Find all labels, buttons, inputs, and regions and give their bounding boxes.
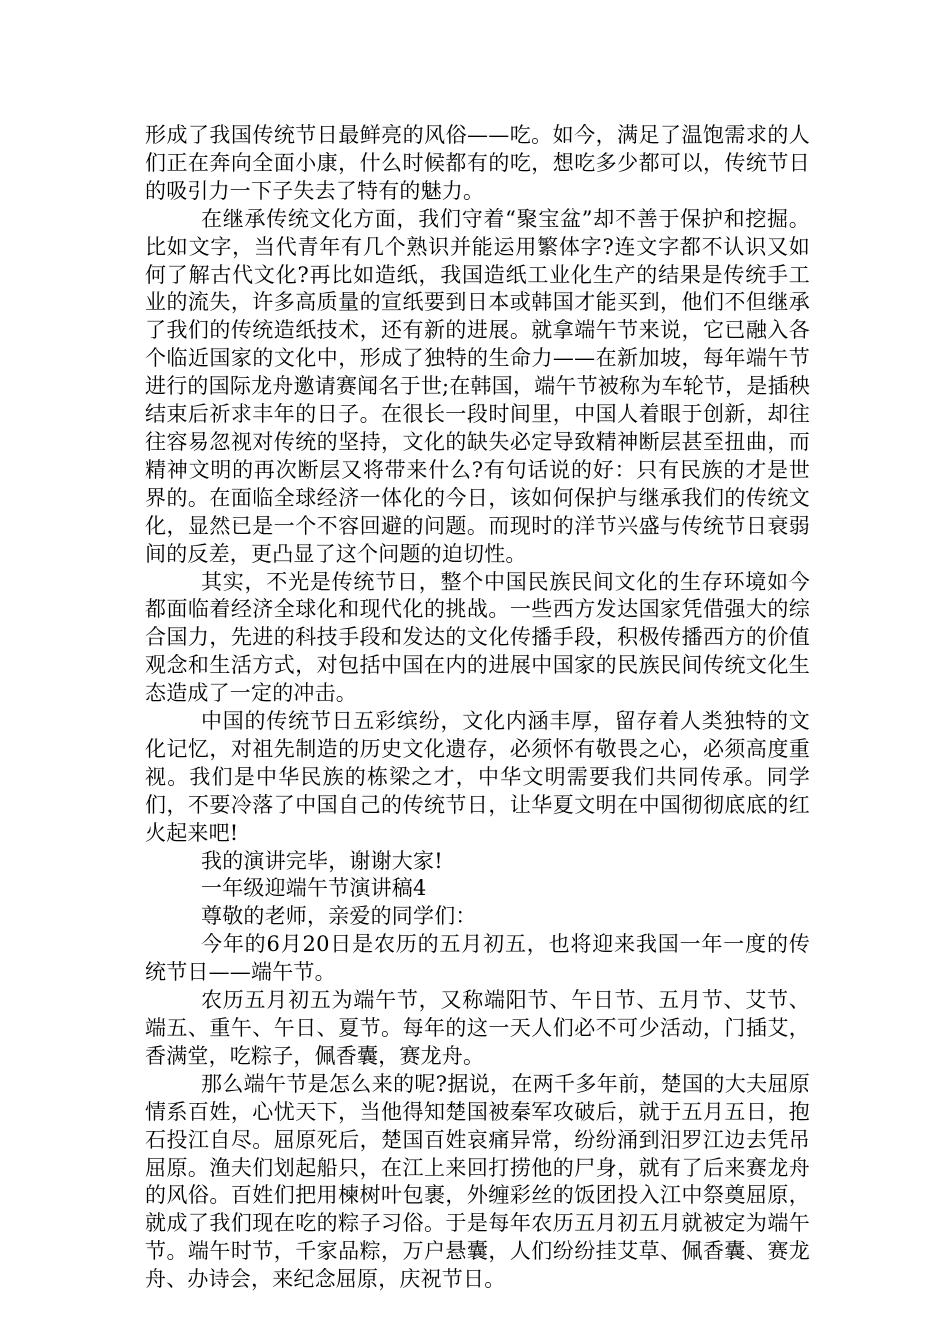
paragraph-origin: 那么端午节是怎么来的呢?据说，在两千多年前，楚国的大夫屈原情系百姓，心忧天下，当他得知楚国被秦军攻破后，就于五月五日，抱石投江自尽。屈原死后，楚国百姓哀痛异常，纷纷涌到汨罗江边去凭吊屈原。渔夫们划起船只，在江上来回打捞他的尸身，就有了后来赛龙舟的风俗。百姓们把用楝树叶包裹，外缠彩丝的饭团投入江中祭奠屈原，就成了我们现在吃的粽子习俗。于是每年农历五月初五月就被定为端午节。端午时节，千家品粽，万户悬囊，人们纷纷挂艾草、佩香囊、赛龙舟、办诗会，来纪念屈原，庆祝节日。 (145, 1071, 810, 1292)
paragraph-names: 农历五月初五为端午节，又称端阳节、午日节、五月节、艾节、端五、重午、午日、夏节。每年的这一天人们必不可少活动，门插艾，香满堂，吃粽子，佩香囊，赛龙舟。 (145, 988, 810, 1068)
salutation: 尊敬的老师，亲爱的同学们： (201, 904, 477, 929)
section-heading: 一年级迎端午节演讲稿4 (201, 876, 427, 901)
paragraph-conclusion: 中国的传统节日五彩缤纷，文化内涵丰厚，留存着人类独特的文化记忆，对祖先制造的历史文化遗存，必须怀有敬畏之心，必须高度重视。我们是中华民族的栋梁之才，中华文明需要我们共同传承。同学们，不要冷落了中国自己的传统节日，让华夏文明在中国彻彻底底的红火起来吧! (145, 709, 810, 845)
paragraph-globalization: 其实，不光是传统节日，整个中国民族民间文化的生存环境如今都面临着经济全球化和现代化的挑战。一些西方发达国家凭借强大的综合国力，先进的科技手段和发达的文化传播手段，积极传播西方的价值观念和生活方式，对包括中国在内的进展中国家的民族民间传统文化生态造成了一定的冲击。 (145, 569, 810, 706)
paragraph-thanks: 我的演讲完毕，谢谢大家! (201, 848, 443, 873)
document-body (145, 122, 810, 1294)
paragraph-heritage: 在继承传统文化方面，我们守着“聚宝盆”却不善于保护和挖掘。比如文字，当代青年有几个熟识并能运用繁体字?连文字都不认识又如何了解古代文化?再比如造纸，我国造纸工业化生产的结果是传统手工业的流失，许多高质量的宣纸要到日本或韩国才能买到，他们不但继承了我们的传统造纸技术，还有新的进展。就拿端午节来说，它已融入各个临近国家的文化中，形成了独特的生命力——在新加坡，每年端午节进行的国际龙舟邀请赛闻名于世;在韩国，端午节被称为车轮节，是插秧结束后祈求丰年的日子。在很长一段时间里，中国人着眼于创新，却往往容易忽视对传统的坚持，文化的缺失必定导致精神断层甚至扭曲，而精神文明的再次断层又将带来什么?有句话说的好：只有民族的才是世界的。在面临全球经济一体化的今日，该如何保护与继承我们的传统文化，显然已是一个不容回避的问题。而现时的洋节兴盛与传统节日衰弱间的反差，更凸显了这个问题的迫切性。 (145, 206, 810, 566)
paragraph-continuation: 形成了我国传统节日最鲜亮的风俗——吃。如今，满足了温饱需求的人们正在奔向全面小康，什么时候都有的吃，想吃多少都可以，传统节日的吸引力一下子失去了特有的魅力。 (145, 123, 810, 203)
paragraph-date: 今年的6月20日是农历的五月初五，也将迎来我国一年一度的传统节日——端午节。 (145, 932, 810, 985)
